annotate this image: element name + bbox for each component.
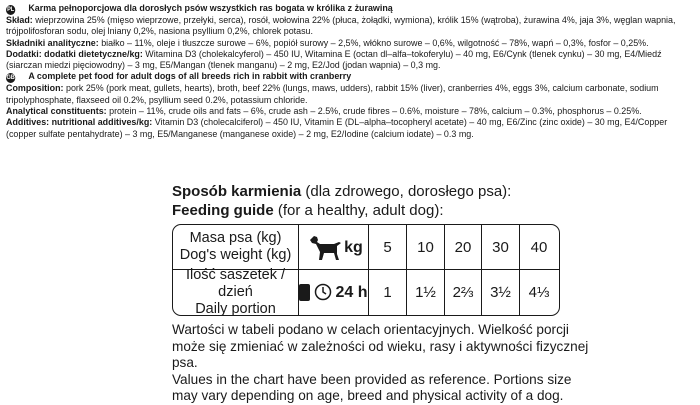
gb-title-line: [6, 71, 694, 83]
feeding-heading-en-rest: (for a healthy, adult dog):: [273, 202, 444, 219]
pl-language-badge: PL: [7, 7, 15, 13]
portion-value: 4⅓: [528, 283, 550, 301]
note-en: Values in the chart have been provided as reference. Portions size may vary depending on age, breed and physical activity of a dog.: [172, 371, 572, 404]
portion-label-en: Daily portion: [195, 300, 276, 317]
portion-label-pl: Ilość saszetek / dzień: [185, 266, 286, 300]
gb-language-badge: GB: [6, 75, 15, 82]
feeding-heading-en: [172, 201, 592, 220]
pl-composition-text: wieprzowina 25% (mięso wieprzowe, przełyki, serca), rosół, wołowina 22% (płuca, żołądki, wymiona), królik 15% (wątroba), żurawina 4%, jaja 3%, węglan wapnia, trójpolifosforan sodu, olej lniany 0,2%, nasiona psyllium 0,2%, chlorek potasu.: [6, 15, 676, 38]
weight-value: 10: [417, 238, 434, 256]
note-pl: Wartości w tabeli podano w celach orientacyjnych. Wielkość porcji może się zmieniać w zależności od wieku, rasy i aktywności fizycznej psa.: [172, 322, 589, 371]
feeding-notes: [172, 322, 592, 405]
weight-value: 5: [383, 238, 392, 256]
weight-row-label: [173, 225, 298, 269]
weight-value: 30: [492, 238, 509, 256]
portion-value: 1: [383, 283, 392, 301]
pl-analytical: [6, 38, 694, 49]
feeding-heading-pl-rest: (dla zdrowego, dorosłego psa):: [301, 183, 512, 200]
pl-title-line: [6, 3, 694, 15]
dog-icon: [304, 232, 344, 262]
portion-value: 1½: [415, 283, 436, 301]
pl-additives: [6, 49, 694, 72]
gb-analytical-label: Analytical constituents:: [6, 106, 107, 118]
pl-composition-label: Skład:: [6, 15, 33, 26]
feeding-heading: [172, 182, 592, 220]
pl-analytical-text: białko – 11%, oleje i tłuszcze surowe – 6%, popiół surowy – 2,5%, włókno surowe – 0,6%, wilgotność – 78%, wapń – 0,3%, fosfor – 0,25%.: [98, 37, 649, 49]
weight-label-en: Dog's weight (kg): [179, 247, 292, 263]
clock-icon: [314, 283, 332, 301]
weight-value: 40: [530, 238, 548, 256]
weight-unit: kg: [344, 238, 363, 256]
pl-title: Karma pełnoporcjowa dla dorosłych psów wszystkich ras bogata w królika z żurawiną: [28, 3, 393, 14]
gb-analytical: [6, 106, 694, 117]
weight-label-pl: Masa psa (kg): [189, 230, 282, 246]
portion-unit-cell: [299, 270, 368, 314]
weight-unit-cell: [299, 225, 368, 269]
pl-additives-label: Dodatki: dodatki dietetyczne/kg:: [6, 48, 143, 60]
gb-additives-text: Vitamin D3 (cholecalciferol) – 450 IU, Vitamin E (DL–alpha–tocopheryl acetate) – 40 mg, E6/Zinc (zinc oxide) – 30 mg, E4/Copper (copper sulfate pentahydrate) – 3 mg, E5/Manganese (manganese oxide) – 2 mg, E2/Iodine (calcium iodate) – 0.3 mg.: [6, 117, 668, 140]
portion-row-label: [173, 266, 298, 317]
gb-composition: [6, 83, 694, 106]
portion-period: 24 h: [335, 283, 368, 301]
weight-value: 20: [454, 238, 472, 256]
gb-additives: [6, 117, 694, 140]
feeding-heading-pl-bold: Sposób karmienia: [172, 183, 302, 200]
gb-additives-label: Additives: nutritional additives/kg:: [6, 117, 153, 129]
ingredients-block: [6, 3, 694, 140]
pl-analytical-label: Składniki analityczne:: [6, 37, 99, 49]
gb-analytical-text: protein – 11%, crude oils and fats – 6%, crude ash – 2.5%, crude fibres – 0.6%, moisture – 78%, calcium – 0.3%, phosphorus – 0.25%.: [106, 106, 642, 118]
pl-composition: [6, 15, 694, 38]
pouch-icon: [299, 284, 310, 301]
portion-value: 3½: [490, 283, 511, 301]
gb-title: A complete pet food for adult dogs of all breeds rich in rabbit with cranberry: [28, 71, 352, 83]
feeding-heading-en-bold: Feeding guide: [172, 202, 274, 219]
pl-additives-text: Witamina D3 (cholekalcyferol) – 450 IU, Witamina E (octan dl–alfa–tokoferylu) – 40 mg, E6/Cynk (tlenek cynku) – 30 mg, E4/Miedź (siarczan miedzi pięciowodny) – 3 mg, E5/Mangan (tlenek manganu) – 2 mg, E2/Jod (jodan wapnia) – 0,3 mg.: [6, 48, 662, 72]
gb-composition-label: Composition:: [6, 83, 64, 95]
feeding-table: [172, 224, 560, 316]
feeding-heading-pl: [172, 182, 592, 201]
portion-value: 2⅔: [452, 283, 474, 301]
gb-composition-text: pork 25% (pork meat, gullets, hearts), broth, beef 22% (lungs, maws, udders), rabbit 15% (liver), cranberries 4%, eggs 3%, calcium carbonate, sodium tripolyphosphate, flaxseed oil 0.2%, psyllium seed 0.2%, potassium chloride.: [6, 83, 659, 106]
